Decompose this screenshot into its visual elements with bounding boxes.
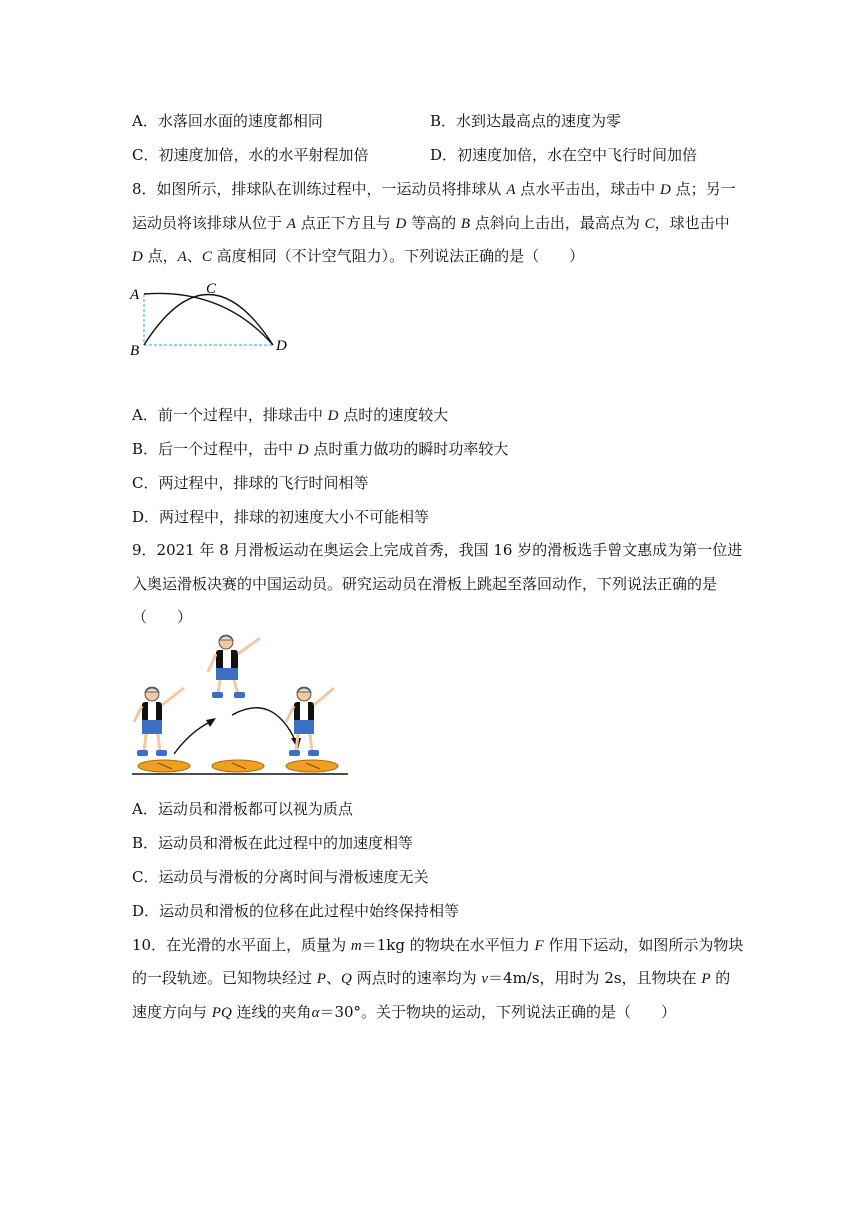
label-d: D bbox=[276, 338, 287, 354]
label-b: B bbox=[130, 343, 140, 358]
jump-arc-up bbox=[174, 722, 210, 754]
q8-option-d: D．两过程中，排球的初速度大小不可能相等 bbox=[132, 508, 430, 526]
label-a: A bbox=[130, 287, 140, 303]
skater-right bbox=[286, 687, 334, 756]
jump-arc-down bbox=[232, 708, 296, 742]
q8-stem-line-3: D 点，A、C 高度相同（不计空气阻力）。下列说法正确的是（ ） bbox=[132, 247, 585, 265]
q7-option-b: B．水到达最高点的速度为零 bbox=[430, 112, 622, 130]
q9-option-c: C．运动员与滑板的分离时间与滑板速度无关 bbox=[132, 868, 429, 886]
q7-option-c: C．初速度加倍，水的水平射程加倍 bbox=[132, 146, 369, 164]
q8-stem-line-1: 8．如图所示，排球队在训练过程中，一运动员将排球从 A 点水平击出，球击中 D 点；另一 bbox=[132, 180, 736, 198]
q8-option-b: B．后一个过程中，击中 D 点时重力做功的瞬时功率较大 bbox=[132, 440, 509, 458]
skater-left bbox=[134, 687, 184, 756]
label-c: C bbox=[206, 281, 217, 297]
q10-stem-line-1: 10．在光滑的水平面上，质量为 m＝1kg 的物块在水平恒力 F 作用下运动，如图所示为物块 bbox=[132, 936, 744, 954]
skateboard-right bbox=[286, 760, 338, 772]
q7-option-a: A．水落回水面的速度都相同 bbox=[132, 112, 323, 130]
volleyball-trajectory-figure bbox=[128, 278, 298, 358]
q9-option-d: D．运动员和滑板的位移在此过程中始终保持相等 bbox=[132, 902, 460, 920]
q8-option-a: A．前一个过程中，排球击中 D 点时的速度较大 bbox=[132, 406, 449, 424]
q7-option-d: D．初速度加倍，水在空中飞行时间加倍 bbox=[430, 146, 698, 164]
q9-stem-line-2: 入奥运滑板决赛的中国运动员。研究运动员在滑板上跳起至落回动作，下列说法正确的是 bbox=[132, 575, 718, 593]
q8-option-c: C．两过程中，排球的飞行时间相等 bbox=[132, 474, 369, 492]
skateboard-jump-figure bbox=[128, 632, 353, 780]
q8-stem-line-2: 运动员将该排球从位于 A 点正下方且与 D 等高的 B 点斜向上击出，最高点为 C，球也击中 bbox=[132, 214, 730, 232]
skater-middle bbox=[208, 635, 260, 698]
q9-option-a: A．运动员和滑板都可以视为质点 bbox=[132, 800, 353, 818]
q9-stem-line-1: 9．2021 年 8 月滑板运动在奥运会上完成首秀，我国 16 岁的滑板选手曾文惠成为第一位进 bbox=[132, 541, 743, 559]
q9-option-b: B．运动员和滑板在此过程中的加速度相等 bbox=[132, 834, 414, 852]
q10-stem-line-3: 速度方向与 PQ 连线的夹角α＝30°。关于物块的运动，下列说法正确的是（ ） bbox=[132, 1003, 677, 1021]
trajectory-b-to-d bbox=[144, 295, 273, 346]
arrow-head-up bbox=[206, 718, 216, 727]
q10-stem-line-2: 的一段轨迹。已知物块经过 P、Q 两点时的速率均为 v＝4m/s，用时为 2s，且物块在 P 的 bbox=[132, 969, 731, 987]
q9-stem-line-3: （ ） bbox=[132, 608, 193, 626]
skateboard-left bbox=[138, 760, 190, 772]
skateboard-middle bbox=[212, 760, 264, 772]
